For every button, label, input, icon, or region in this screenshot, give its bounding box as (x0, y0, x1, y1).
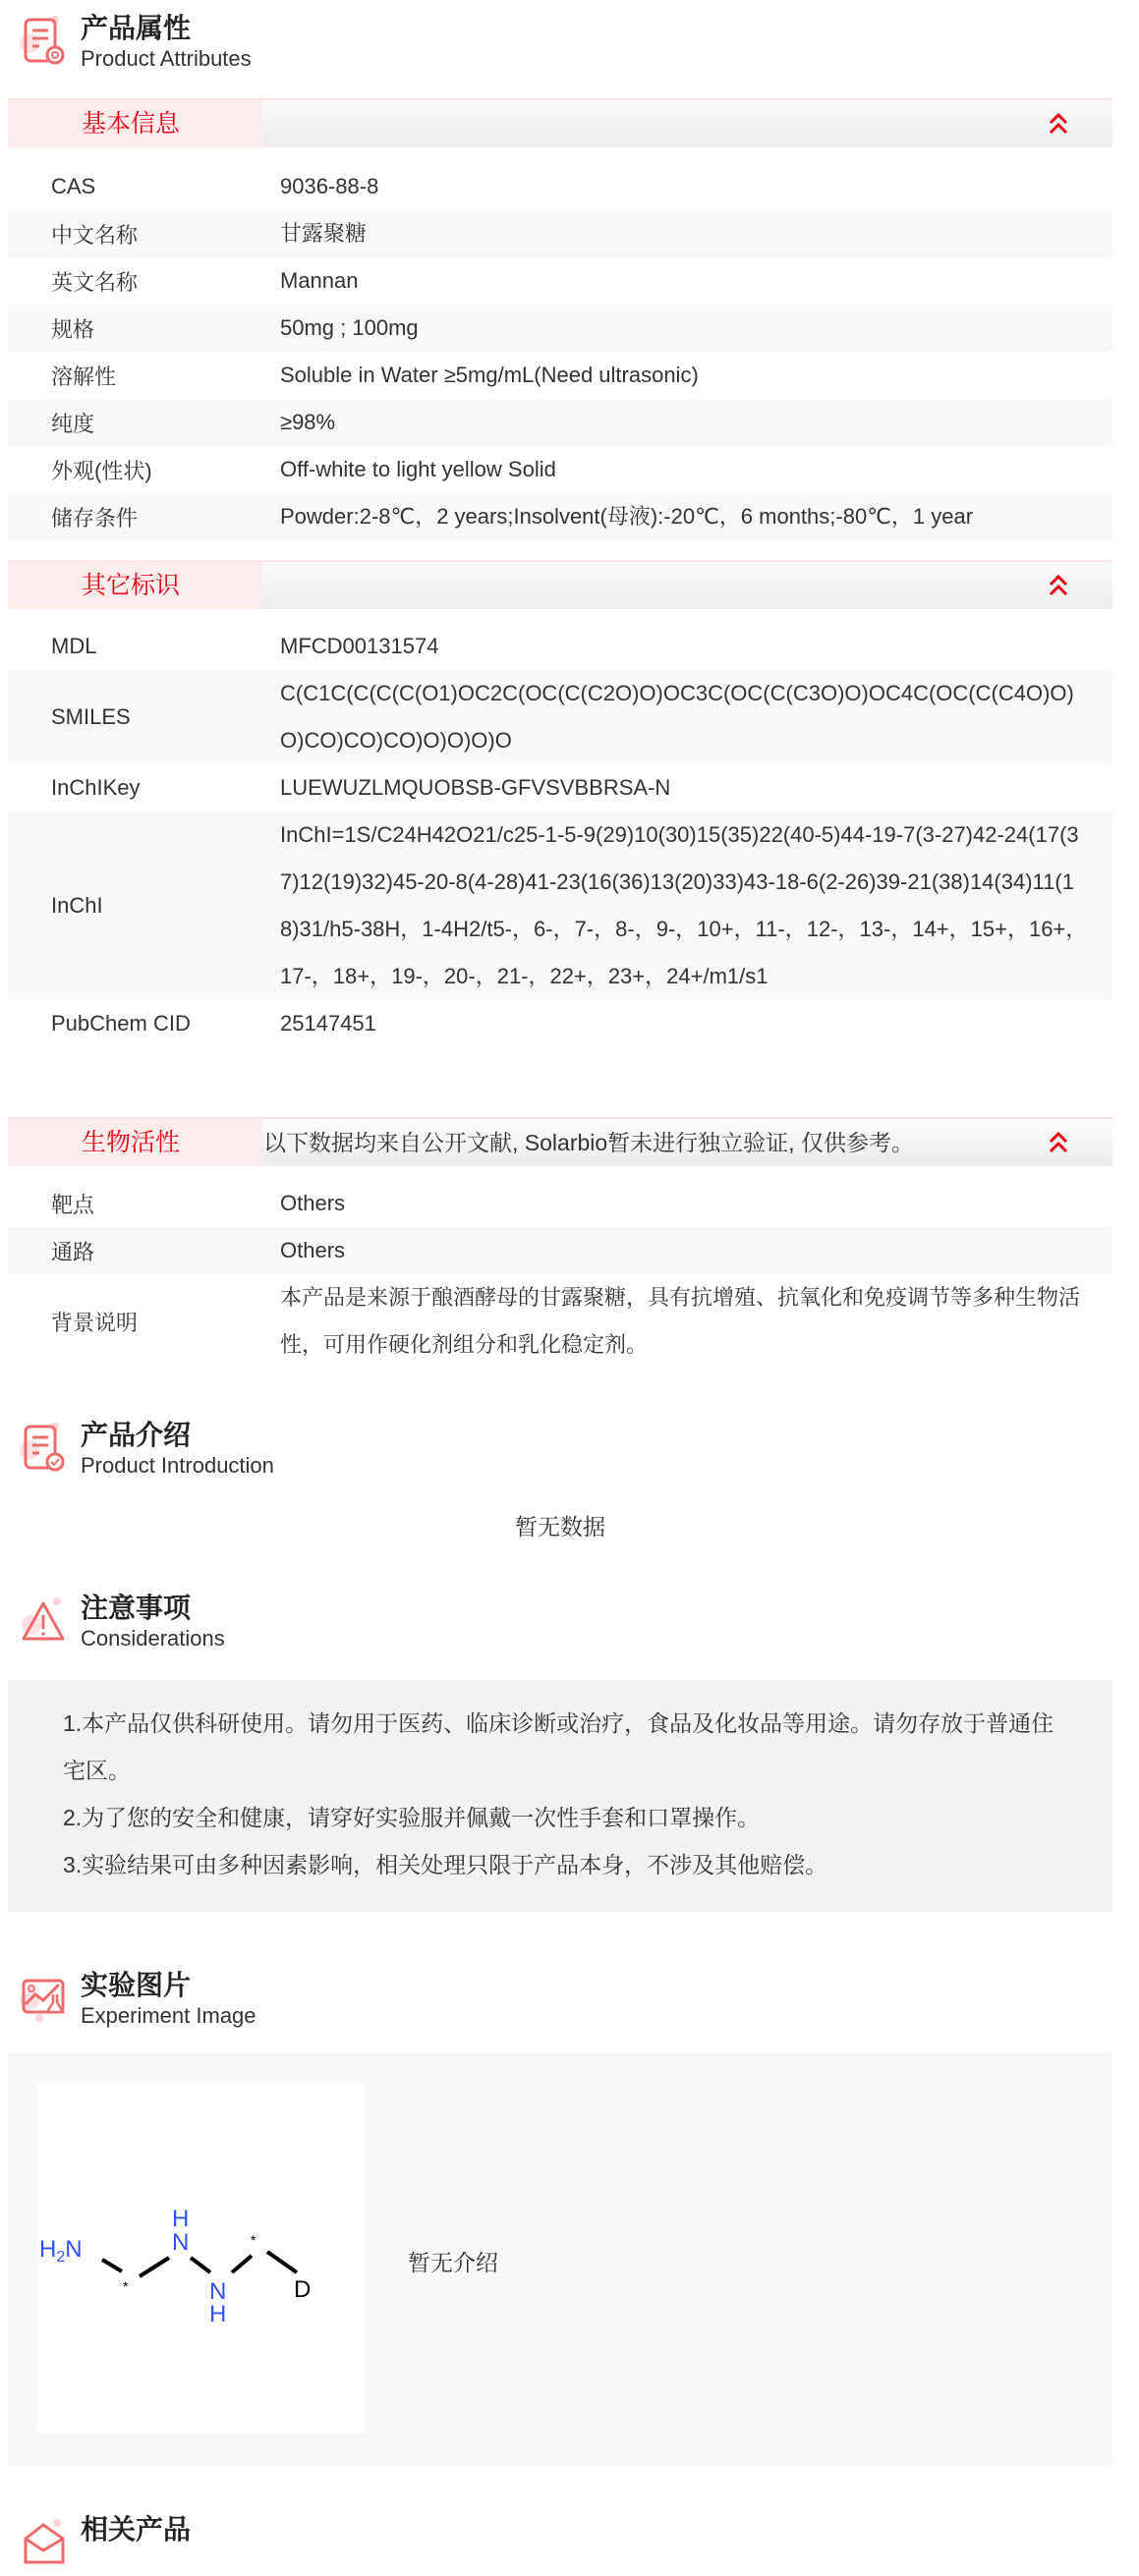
image-flask-icon (20, 1971, 71, 2026)
row-value: C(C1C(C(C(C(O1)OC2C(OC(C(C2O)O)OC3C(OC(C(C3O)O)OC4C(OC(C(C4O)O)O)CO)CO)CO)O)O)O)O (280, 681, 1074, 753)
table-row (8, 305, 1112, 352)
section-title-en: Considerations (81, 1626, 225, 1651)
row-value: Others (280, 1191, 346, 1215)
table-row (8, 623, 1112, 670)
section-title-experiment (20, 1969, 609, 2032)
row-value: 9036-88-8 (280, 174, 379, 198)
row-value: Others (280, 1238, 346, 1262)
bio-activity-table (8, 1180, 1112, 1369)
row-key: 外观(性状) (51, 458, 152, 483)
row-key: 纯度 (51, 411, 95, 436)
row-key: 背景说明 (51, 1310, 139, 1335)
basic-info-header[interactable] (8, 98, 1112, 147)
table-row (8, 1274, 1112, 1369)
structure-image[interactable] (37, 2083, 365, 2434)
other-ids-tab: 其它标识 (8, 562, 262, 609)
svg-text:H: H (172, 2206, 190, 2232)
consideration-item: 2.为了您的安全和健康，请穿好实验服并佩戴一次性手套和口罩操作。 (63, 1805, 761, 1830)
table-row (8, 670, 1112, 764)
row-value: 本产品是来源于酿酒酵母的甘露聚糖，具有抗增殖、抗氧化和免疫调节等多种生物活性，可用作硬化剂组分和乳化稳定剂。 (280, 1285, 1081, 1357)
row-value: MFCD00131574 (280, 634, 439, 658)
row-key: 靶点 (51, 1192, 95, 1217)
svg-text:H2N: $H_2N$ (39, 2236, 83, 2266)
section-title-cn: 产品介绍 (81, 1420, 192, 1450)
box-icon (20, 2515, 71, 2570)
section-title-cn: 相关产品 (81, 2514, 192, 2545)
consideration-item: 1.本产品仅供科研使用。请勿用于医药、临床诊断或治疗，食品及化妆品等用途。请勿存放于普通住宅区。 (63, 1710, 1054, 1783)
row-value: 25147451 (280, 1011, 376, 1036)
document-check-icon (20, 1421, 71, 1476)
experiment-box (8, 2052, 1112, 2466)
table-row (8, 446, 1112, 493)
table-row (8, 399, 1112, 446)
disclaimer-note: 以下数据均来自公开文献, Solarbio暂未进行独立验证, 仅供参考。 (263, 1130, 914, 1155)
row-key: 英文名称 (51, 269, 139, 295)
section-title-en: Experiment Image (81, 2003, 256, 2028)
row-key: SMILES (51, 704, 131, 729)
table-row (8, 1180, 1112, 1227)
double-chevron-up-icon[interactable] (1048, 112, 1069, 136)
row-value: LUEWUZLMQUOBSB-GFVSVBBRSA-N (280, 775, 671, 800)
double-chevron-up-icon[interactable] (1048, 574, 1069, 597)
row-key: 规格 (51, 316, 95, 342)
section-title-cn: 实验图片 (81, 1970, 192, 2000)
row-key: 中文名称 (51, 222, 139, 248)
row-value: Off-white to light yellow Solid (280, 457, 556, 481)
table-row (8, 812, 1112, 1000)
consideration-item: 3.实验结果可由多种因素影响，相关处理只限于产品本身，不涉及其他赔偿。 (63, 1852, 828, 1877)
other-ids-table (8, 623, 1112, 1047)
experiment-description: 暂无介绍 (408, 2250, 498, 2275)
table-row (8, 1227, 1112, 1274)
svg-text:*: * (123, 2278, 129, 2294)
basic-info-tab: 基本信息 (8, 100, 262, 147)
table-row (8, 764, 1112, 812)
section-title-introduction (20, 1419, 609, 1482)
table-row (8, 1000, 1112, 1047)
document-gear-icon (20, 14, 71, 69)
double-chevron-up-icon[interactable] (1048, 1131, 1069, 1154)
other-ids-header[interactable] (8, 560, 1112, 609)
section-title-en: Product Attributes (81, 46, 252, 71)
table-row (8, 352, 1112, 399)
svg-text:H: H (209, 2301, 227, 2327)
table-row (8, 210, 1112, 257)
row-key: 溶解性 (51, 364, 117, 389)
section-title-related (20, 2513, 609, 2576)
section-title-cn: 产品属性 (81, 13, 192, 43)
section-title-cn: 注意事项 (81, 1593, 192, 1623)
row-value: 50mg ; 100mg (280, 315, 419, 340)
row-value: 甘露聚糖 (280, 221, 368, 246)
row-key: InChIKey (51, 775, 141, 800)
row-value: Soluble in Water ≥5mg/mL(Need ultrasonic) (280, 363, 699, 387)
row-value: ≥98% (280, 410, 336, 434)
introduction-empty: 暂无数据 (515, 1514, 605, 1540)
section-title-considerations (20, 1592, 609, 1654)
table-row (8, 493, 1112, 540)
chemical-structure-drawing (37, 2083, 365, 2434)
table-row (8, 257, 1112, 305)
section-title-attributes (20, 12, 609, 75)
row-key: InChI (51, 893, 103, 918)
row-key: 储存条件 (51, 505, 139, 531)
svg-text:D: D (294, 2276, 312, 2303)
row-key: 通路 (51, 1239, 95, 1264)
considerations-box (8, 1680, 1112, 1912)
row-value: InChI=1S/C24H42O21/c25-1-5-9(29)10(30)15(35)22(40-5)44-19-7(3-27)42-24(17(37)12(19)32)45-20-8(4-28)41-23(16(36)13(20)33)43-18-6(2-26)39-21(38)14(34)11(18)31/h5-38H，1-4H2/t5-，6-，7-，8-，9-，10+，11-，12-，13-，14+，15+，16+，17-，18+，19-，20-，21-，22+，23+，24+/m1/s1 (280, 822, 1088, 988)
warning-triangle-icon (20, 1594, 71, 1649)
row-value: Mannan (280, 268, 359, 293)
svg-text:N: N (172, 2229, 190, 2256)
svg-text:*: * (251, 2232, 256, 2248)
section-title-en: Product Introduction (81, 1453, 274, 1478)
bio-activity-header[interactable] (8, 1117, 1112, 1166)
svg-text:N: N (209, 2278, 227, 2305)
bio-activity-tab: 生物活性 (8, 1119, 262, 1166)
row-value: Powder:2-8℃，2 years;Insolvent(母液):-20℃，6 months;-80℃，1 year (280, 504, 974, 529)
row-key: MDL (51, 634, 97, 658)
row-key: PubChem CID (51, 1011, 191, 1036)
basic-info-table (8, 163, 1112, 540)
row-key: CAS (51, 174, 96, 198)
table-row (8, 163, 1112, 210)
